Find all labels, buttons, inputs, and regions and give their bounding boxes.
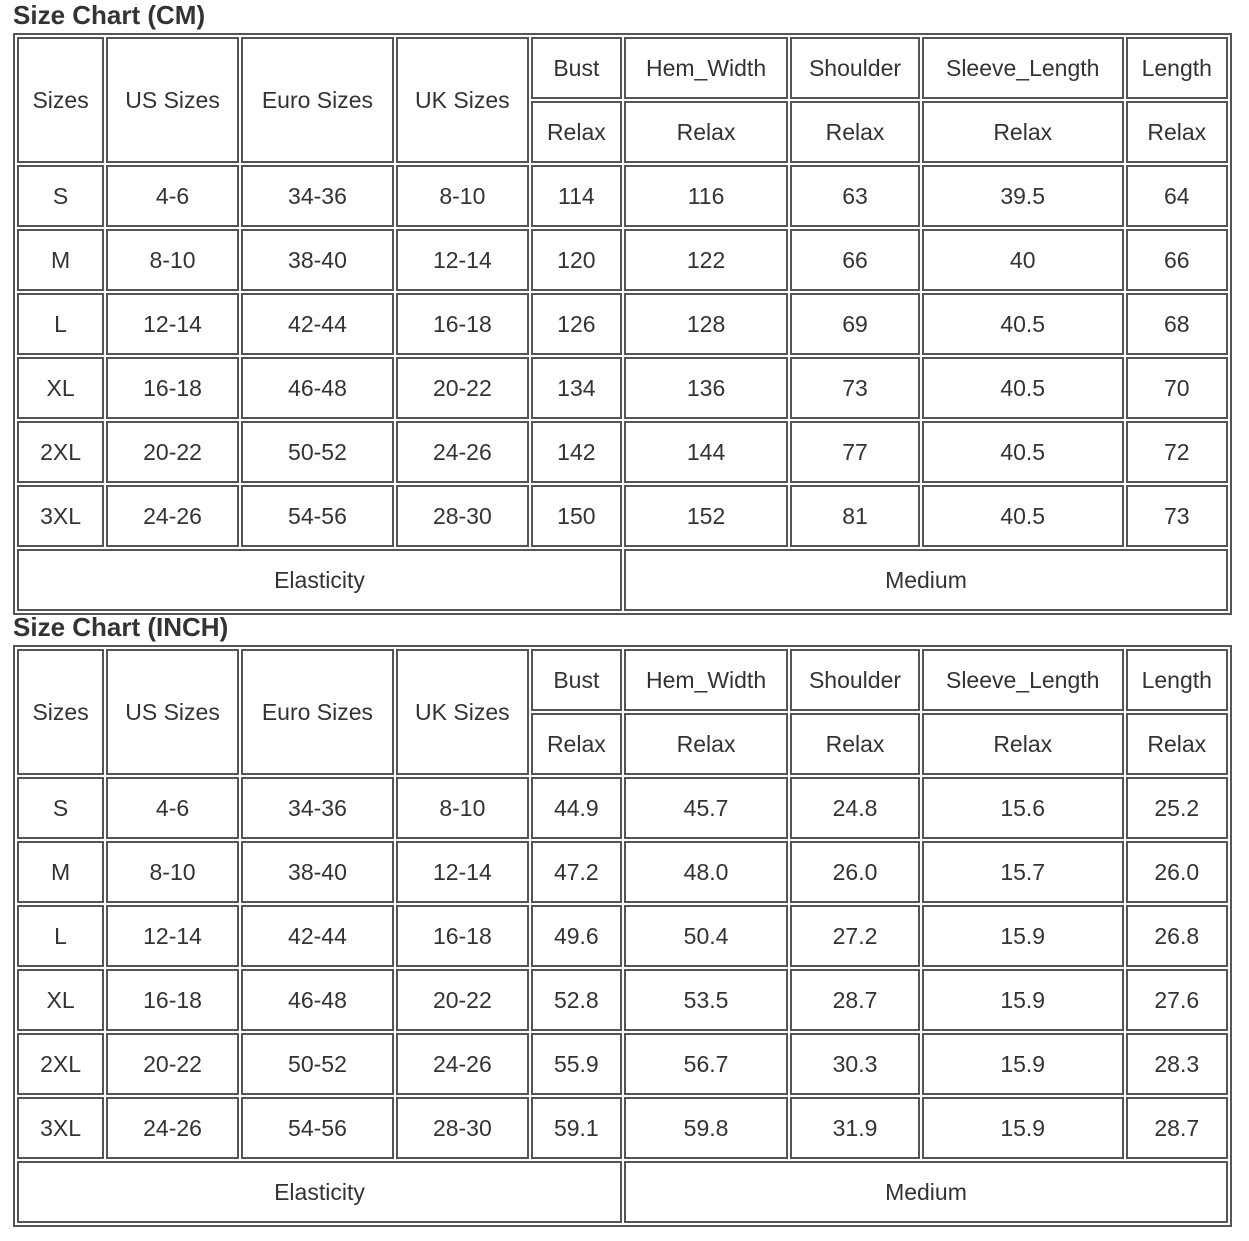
header-bust: Bust [531,37,622,99]
table-cell: 68 [1126,293,1228,355]
table-cell: 4-6 [106,165,239,227]
table-cell: 8-10 [396,777,529,839]
table-cell: 116 [624,165,788,227]
table-cell: 44.9 [531,777,622,839]
table-cell: 38-40 [241,841,394,903]
subheader-cell: Relax [531,101,622,163]
inch-size-table [13,645,1232,1227]
table-cell: L [17,905,104,967]
table-cell: 72 [1126,421,1228,483]
table-cell: 28-30 [396,1097,529,1159]
table-cell: 3XL [17,1097,104,1159]
table-cell: XL [17,969,104,1031]
table-cell: 4-6 [106,777,239,839]
cm-size-table [13,33,1232,615]
subheader-cell: Relax [790,713,920,775]
table-cell: 134 [531,357,622,419]
table-cell: XL [17,357,104,419]
table-cell: 136 [624,357,788,419]
table-cell: 28-30 [396,485,529,547]
table-cell: 16-18 [106,969,239,1031]
subheader-cell: Relax [790,101,920,163]
table-cell: 56.7 [624,1033,788,1095]
table-cell: 8-10 [106,229,239,291]
table-cell: 15.9 [922,1033,1124,1095]
table-cell: 40.5 [922,421,1124,483]
table-cell: 114 [531,165,622,227]
header-sleeve-length: Sleeve_Length [922,37,1124,99]
table-cell: 40.5 [922,357,1124,419]
table-cell: 20-22 [106,421,239,483]
table-cell: 12-14 [396,841,529,903]
table-cell: 54-56 [241,1097,394,1159]
table-cell: 52.8 [531,969,622,1031]
table-cell: 47.2 [531,841,622,903]
header-euro-sizes: Euro Sizes [241,37,394,163]
footer-row [17,1161,1228,1223]
table-cell: 150 [531,485,622,547]
table-cell: 15.7 [922,841,1124,903]
table-cell: 15.9 [922,969,1124,1031]
table-cell: 50.4 [624,905,788,967]
table-cell: 46-48 [241,357,394,419]
table-row [17,421,1228,483]
table-cell: 77 [790,421,920,483]
elasticity-value: Medium [624,1161,1228,1223]
table-cell: 26.0 [790,841,920,903]
table-cell: 8-10 [106,841,239,903]
header-sizes: Sizes [17,37,104,163]
table-cell: 39.5 [922,165,1124,227]
table-cell: 24-26 [106,485,239,547]
table-cell: 28.3 [1126,1033,1228,1095]
table-cell: 24.8 [790,777,920,839]
table-cell: M [17,229,104,291]
elasticity-label: Elasticity [17,549,622,611]
elasticity-value: Medium [624,549,1228,611]
subheader-cell: Relax [624,713,788,775]
table-cell: 66 [790,229,920,291]
subheader-cell: Relax [531,713,622,775]
table-row [17,357,1228,419]
table-cell: 15.9 [922,905,1124,967]
table-cell: 142 [531,421,622,483]
table-cell: 48.0 [624,841,788,903]
cm-chart-title: Size Chart (CM) [13,0,206,30]
table-cell: 42-44 [241,293,394,355]
subheader-cell: Relax [922,713,1124,775]
table-cell: 2XL [17,421,104,483]
subheader-cell: Relax [1126,713,1228,775]
header-shoulder: Shoulder [790,649,920,711]
header-sleeve-length: Sleeve_Length [922,649,1124,711]
table-row [17,1033,1228,1095]
table-cell: 12-14 [106,905,239,967]
table-cell: S [17,777,104,839]
header-us-sizes: US Sizes [106,649,239,775]
header-us-sizes: US Sizes [106,37,239,163]
table-cell: 81 [790,485,920,547]
table-cell: 26.0 [1126,841,1228,903]
table-cell: 8-10 [396,165,529,227]
header-sizes: Sizes [17,649,104,775]
table-cell: 45.7 [624,777,788,839]
table-cell: 63 [790,165,920,227]
table-cell: 46-48 [241,969,394,1031]
table-row [17,293,1228,355]
table-cell: 122 [624,229,788,291]
header-uk-sizes: UK Sizes [396,649,529,775]
table-cell: 40 [922,229,1124,291]
table-cell: 34-36 [241,777,394,839]
header-row [17,649,1228,711]
table-cell: 54-56 [241,485,394,547]
table-cell: 64 [1126,165,1228,227]
elasticity-label: Elasticity [17,1161,622,1223]
table-cell: 55.9 [531,1033,622,1095]
table-cell: 66 [1126,229,1228,291]
table-cell: 42-44 [241,905,394,967]
table-cell: 16-18 [396,293,529,355]
table-cell: 28.7 [790,969,920,1031]
table-cell: L [17,293,104,355]
table-cell: 15.6 [922,777,1124,839]
header-uk-sizes: UK Sizes [396,37,529,163]
table-row [17,905,1228,967]
table-cell: 50-52 [241,421,394,483]
table-cell: 40.5 [922,293,1124,355]
table-cell: 16-18 [396,905,529,967]
table-cell: 38-40 [241,229,394,291]
table-cell: S [17,165,104,227]
table-row [17,229,1228,291]
table-cell: 24-26 [396,1033,529,1095]
table-cell: 3XL [17,485,104,547]
table-cell: 26.8 [1126,905,1228,967]
header-bust: Bust [531,649,622,711]
table-cell: 59.1 [531,1097,622,1159]
table-cell: 16-18 [106,357,239,419]
table-cell: 49.6 [531,905,622,967]
table-cell: 27.2 [790,905,920,967]
table-cell: 144 [624,421,788,483]
table-cell: 69 [790,293,920,355]
table-row [17,1097,1228,1159]
table-cell: 24-26 [106,1097,239,1159]
table-row [17,165,1228,227]
table-cell: 12-14 [396,229,529,291]
table-cell: 2XL [17,1033,104,1095]
header-length: Length [1126,649,1228,711]
footer-row [17,549,1228,611]
table-cell: 73 [1126,485,1228,547]
header-shoulder: Shoulder [790,37,920,99]
inch-chart-title: Size Chart (INCH) [13,612,229,642]
header-row [17,37,1228,99]
table-cell: 20-22 [396,969,529,1031]
header-length: Length [1126,37,1228,99]
table-cell: 31.9 [790,1097,920,1159]
table-cell: 120 [531,229,622,291]
table-cell: 28.7 [1126,1097,1228,1159]
table-row [17,841,1228,903]
table-cell: 15.9 [922,1097,1124,1159]
header-hem-width: Hem_Width [624,37,788,99]
table-cell: 40.5 [922,485,1124,547]
table-cell: 34-36 [241,165,394,227]
table-cell: 25.2 [1126,777,1228,839]
table-cell: 73 [790,357,920,419]
subheader-cell: Relax [624,101,788,163]
table-cell: 20-22 [106,1033,239,1095]
table-cell: 53.5 [624,969,788,1031]
table-row [17,969,1228,1031]
subheader-cell: Relax [1126,101,1228,163]
table-cell: 50-52 [241,1033,394,1095]
header-euro-sizes: Euro Sizes [241,649,394,775]
table-cell: 20-22 [396,357,529,419]
subheader-cell: Relax [922,101,1124,163]
table-cell: 24-26 [396,421,529,483]
table-cell: 59.8 [624,1097,788,1159]
table-row [17,485,1228,547]
table-cell: 126 [531,293,622,355]
table-row [17,777,1228,839]
table-cell: 152 [624,485,788,547]
table-cell: 30.3 [790,1033,920,1095]
table-cell: M [17,841,104,903]
table-cell: 128 [624,293,788,355]
header-hem-width: Hem_Width [624,649,788,711]
table-cell: 12-14 [106,293,239,355]
table-cell: 27.6 [1126,969,1228,1031]
table-cell: 70 [1126,357,1228,419]
